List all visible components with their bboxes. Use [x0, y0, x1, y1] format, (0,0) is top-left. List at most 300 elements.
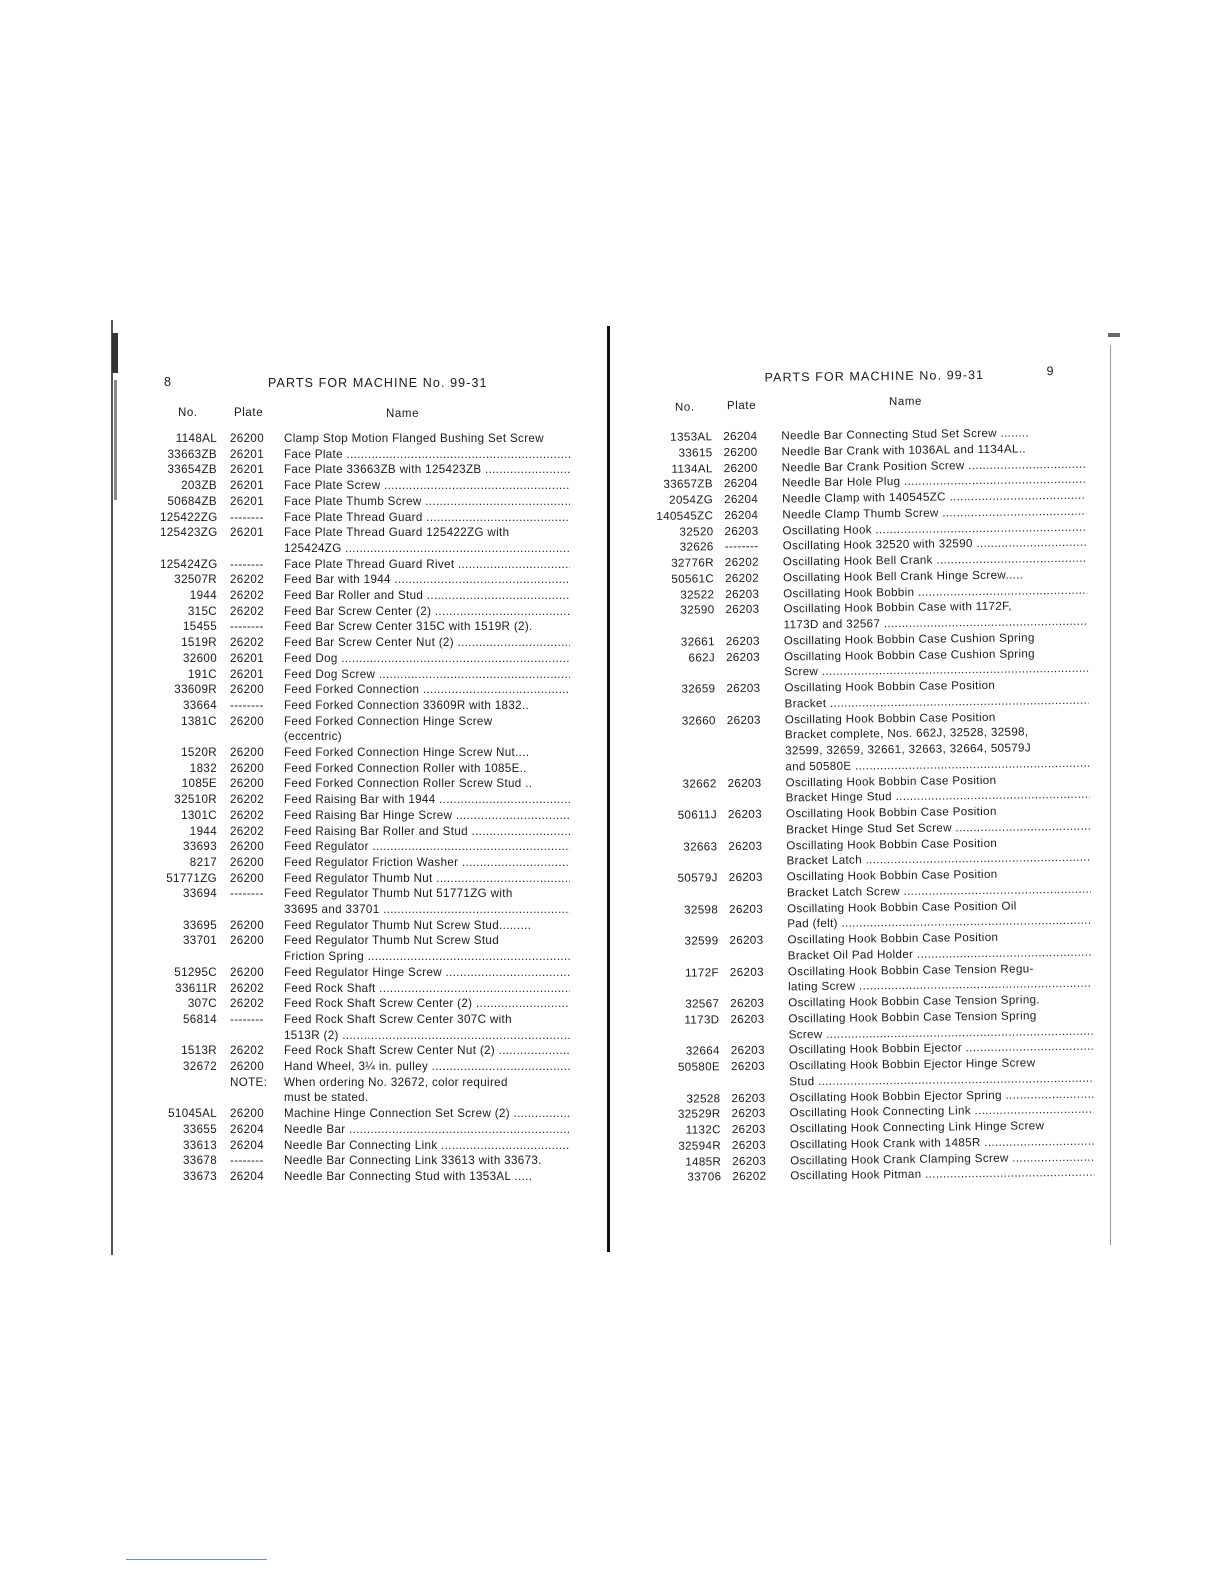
- part-number: 1353AL: [670, 430, 713, 444]
- part-name: Feed Forked Connection Hinge Screw: [284, 714, 493, 728]
- part-name: must be stated.: [284, 1091, 369, 1105]
- part-name: Oscillating Hook Bobbin Case with 1172F,: [783, 599, 1012, 616]
- part-number: 1134AL: [671, 461, 713, 476]
- part-number: 32659: [681, 682, 716, 696]
- part-number: 50580E: [677, 1060, 721, 1074]
- part-name: Oscillating Hook Bobbin Case Position: [784, 678, 996, 695]
- part-name: Face Plate Thread Guard 125422ZG with: [284, 526, 510, 540]
- part-number: 125424ZG: [160, 557, 218, 571]
- page-number: 8: [164, 375, 171, 389]
- part-number: 33694: [183, 887, 217, 901]
- part-name: Feed Forked Connection Hinge Screw Nut....: [284, 746, 530, 759]
- part-name: Oscillating Hook Bobbin Case Tension Spring: [788, 1009, 1037, 1026]
- table-row: [160, 933, 570, 949]
- part-number: 32510R: [174, 793, 217, 807]
- plate-number: 26204: [724, 508, 759, 522]
- part-name: Oscillating Hook Crank Clamping Screw .....: [790, 1149, 1094, 1169]
- plate-number: 26203: [726, 681, 761, 696]
- part-name: Feed Regulator Thumb Nut .....: [284, 871, 570, 887]
- part-number: 1172F: [685, 965, 719, 980]
- part-name: Oscillating Hook Bobbin Case Position Oil: [787, 899, 1017, 915]
- plate-number: 26202: [230, 573, 264, 587]
- plate-number: --------: [230, 510, 264, 524]
- part-number: [659, 760, 716, 761]
- plate-number: 26203: [731, 1106, 766, 1121]
- table-row: [160, 996, 570, 1012]
- part-number: 1173D: [684, 1012, 720, 1027]
- part-name: Feed Bar Screw Center 315C with 1519R (2).: [284, 620, 533, 634]
- plate-number: 26200: [230, 840, 264, 854]
- part-name: Needle Clamp Thumb Screw .....: [782, 503, 1086, 523]
- part-name: Bracket Latch .....: [786, 850, 1090, 870]
- table-row: [160, 478, 570, 494]
- part-name: Oscillating Hook Bobbin Case Position: [785, 804, 997, 821]
- part-name: Oscillating Hook Bobbin Case Position: [787, 930, 999, 947]
- plate-number: 26204: [230, 1169, 264, 1183]
- part-name: Oscillating Hook Bobbin Ejector Hinge Screw: [788, 1056, 1036, 1073]
- page-title: PARTS FOR MACHINE No. 99-31: [764, 367, 985, 385]
- part-name: Hand Wheel, 3¼ in. pulley .....: [284, 1059, 570, 1075]
- table-row: [160, 745, 570, 761]
- plate-number: 26203: [725, 587, 760, 601]
- part-number: 33611R: [175, 981, 217, 995]
- table-row: [160, 776, 570, 792]
- part-number: 32567: [685, 997, 720, 1011]
- binding-marks: [112, 333, 118, 373]
- table-row: [160, 651, 570, 667]
- part-number: [660, 791, 717, 792]
- plate-number: 26200: [230, 761, 264, 775]
- part-number: 1085E: [181, 777, 217, 791]
- part-name: Needle Bar Connecting Link 33613 with 33673.: [284, 1154, 542, 1168]
- page-title: PARTS FOR MACHINE No. 99-31: [268, 376, 488, 390]
- part-name: Face Plate Thumb Screw .....: [284, 494, 570, 510]
- plate-number: 26202: [230, 604, 264, 618]
- plate-number: 26202: [230, 824, 264, 838]
- part-name: Feed Rock Shaft Screw Center 307C with: [284, 1012, 512, 1026]
- part-name: Feed Rock Shaft Screw Center Nut (2) .....: [284, 1043, 570, 1059]
- part-name: Bracket Hinge Stud .....: [786, 787, 1090, 807]
- right-scan-edge: [1110, 345, 1111, 1245]
- parts-list: [655, 425, 1085, 1184]
- part-number: 32599: [684, 934, 719, 948]
- plate-number: 26203: [731, 1138, 767, 1152]
- part-number: [661, 917, 718, 918]
- plate-number: 26200: [230, 934, 264, 948]
- plate-number: 26202: [724, 555, 759, 570]
- part-number: 51771ZG: [166, 871, 217, 885]
- plate-number: 26200: [230, 1060, 264, 1073]
- part-number: 32664: [685, 1044, 720, 1058]
- table-row: [160, 1012, 570, 1028]
- part-name: Stud .....: [789, 1070, 1093, 1090]
- part-name: Oscillating Hook Bobbin Case Tension Spring.: [788, 993, 1041, 1010]
- table-row: [160, 635, 570, 651]
- table-row: [160, 981, 570, 997]
- plate-number: 26203: [730, 1012, 765, 1026]
- table-row: [160, 871, 570, 887]
- part-name: Needle Bar .....: [284, 1122, 570, 1138]
- table-row: [160, 1059, 570, 1075]
- part-number: 33673: [183, 1169, 217, 1183]
- part-name: Bracket Latch Screw .....: [787, 881, 1091, 901]
- table-row: [160, 588, 570, 604]
- plate-number: 26201: [230, 447, 264, 461]
- plate-number: 26200: [230, 714, 264, 728]
- plate-number: 26200: [230, 965, 264, 979]
- part-name: Feed Regulator Hinge Screw .....: [284, 965, 570, 981]
- plate-number: NOTE:: [230, 1075, 268, 1089]
- part-name: Feed Regulator Thumb Nut Screw Stud: [284, 934, 500, 948]
- part-name: Oscillating Hook Bobbin Case Cushion Spring: [783, 646, 1036, 663]
- part-number: [662, 949, 719, 950]
- part-number: 191C: [187, 667, 217, 681]
- part-name: Bracket Hinge Stud Set Screw .....: [786, 818, 1090, 838]
- plate-number: 26200: [230, 918, 264, 932]
- table-row: [160, 1153, 570, 1169]
- part-name: Bracket Oil Pad Holder .....: [788, 944, 1092, 964]
- plate-number: --------: [230, 1012, 264, 1026]
- part-name: Screw .....: [784, 661, 1088, 681]
- plate-number: --------: [230, 557, 264, 571]
- plate-number: 26203: [730, 996, 765, 1011]
- part-name: Face Plate 33663ZB with 125423ZB .....: [284, 462, 570, 478]
- plate-number: --------: [230, 698, 264, 712]
- plate-number: 26201: [230, 526, 264, 540]
- table-row: [160, 1028, 570, 1044]
- table-row: [160, 572, 570, 588]
- plate-number: 26200: [723, 461, 758, 475]
- table-row: [160, 510, 570, 526]
- table-row: [160, 1106, 570, 1122]
- column-header-name: Name: [888, 395, 923, 409]
- binding-marks-lower: [114, 380, 117, 500]
- column-header-no: No.: [674, 401, 695, 414]
- table-row: [160, 886, 570, 902]
- part-number: [658, 618, 715, 619]
- part-number: 50579J: [677, 871, 718, 885]
- part-name: Feed Raising Bar Roller and Stud .....: [284, 824, 570, 840]
- plate-number: 26202: [230, 997, 264, 1011]
- part-name: Feed Rock Shaft Screw Center (2) .....: [284, 996, 570, 1012]
- plate-number: 26202: [230, 808, 264, 822]
- part-name: Feed Rock Shaft .....: [284, 981, 570, 997]
- plate-number: 26201: [230, 667, 264, 681]
- plate-number: 26203: [726, 713, 761, 727]
- part-number: 32662: [682, 776, 717, 791]
- part-number: 51295C: [174, 965, 217, 979]
- table-row: [160, 1043, 570, 1059]
- part-number: 32598: [684, 902, 719, 917]
- part-name: Needle Bar Connecting Stud with 1353AL .....: [284, 1169, 533, 1183]
- part-number: 8217: [189, 855, 217, 869]
- column-header-plate: Plate: [234, 407, 264, 419]
- part-name: Face Plate .....: [284, 447, 570, 463]
- part-number: 50611J: [677, 808, 718, 822]
- part-number: 32663: [683, 839, 718, 854]
- part-number: 1148AL: [175, 432, 217, 445]
- part-name: (eccentric): [284, 730, 342, 744]
- table-row: [160, 447, 570, 463]
- part-name: Feed Forked Connection Roller with 1085E..: [284, 761, 527, 775]
- table-row: [160, 792, 570, 808]
- part-number: 15455: [183, 620, 217, 634]
- part-name: 1173D and 32567 .....: [784, 614, 1088, 634]
- table-row: [160, 839, 570, 855]
- plate-number: 26203: [727, 807, 763, 822]
- part-number: 33701: [183, 934, 217, 948]
- table-row: [160, 619, 570, 635]
- plate-number: 26200: [230, 855, 264, 869]
- part-number: 33695: [183, 918, 217, 932]
- part-name: Bracket .....: [785, 692, 1089, 712]
- page-number: 9: [1046, 364, 1054, 379]
- part-number: 32776R: [671, 556, 714, 570]
- plate-number: 26203: [731, 1122, 766, 1137]
- left-scan-edge: [111, 320, 113, 1255]
- part-number: [660, 854, 717, 855]
- part-name: Feed Raising Bar Hinge Screw .....: [284, 808, 570, 824]
- plate-number: 26202: [732, 1169, 767, 1184]
- plate-number: 26201: [230, 479, 264, 493]
- plate-number: 26201: [230, 463, 264, 477]
- part-name: lating Screw .....: [788, 976, 1092, 996]
- part-number: 1513R: [181, 1044, 217, 1058]
- part-number: 33693: [183, 840, 217, 854]
- part-number: 56814: [183, 1012, 217, 1026]
- plate-number: 26203: [731, 1091, 766, 1105]
- table-row: [160, 918, 570, 934]
- part-name: Oscillating Hook Crank with 1485R .....: [790, 1133, 1094, 1153]
- plate-number: 26204: [724, 492, 759, 507]
- table-row: [160, 824, 570, 840]
- plate-number: 26202: [230, 981, 264, 995]
- part-name: 1513R (2) .....: [284, 1028, 570, 1044]
- part-number: 50561C: [671, 572, 715, 586]
- part-number: 32590: [680, 603, 715, 617]
- part-name: 32599, 32659, 32661, 32663, 32664, 50579J: [785, 741, 1032, 758]
- part-name: Feed Dog Screw .....: [284, 667, 570, 683]
- plate-number: 26202: [230, 589, 264, 602]
- plate-number: 26203: [730, 1043, 765, 1058]
- plate-number: 26201: [230, 494, 264, 508]
- part-number: 1381C: [181, 714, 217, 728]
- plate-number: --------: [230, 620, 264, 634]
- part-number: 33678: [183, 1154, 217, 1168]
- part-number: 307C: [187, 997, 217, 1011]
- part-number: 32528: [686, 1091, 721, 1106]
- plate-number: 26204: [230, 1122, 264, 1136]
- part-number: 33615: [678, 446, 713, 460]
- table-row: [160, 557, 570, 573]
- plate-number: 26201: [230, 651, 264, 665]
- part-number: 32520: [679, 524, 714, 539]
- part-number: 32594R: [678, 1138, 722, 1153]
- part-number: [658, 666, 715, 667]
- part-name: Needle Bar Connecting Link .....: [284, 1138, 570, 1154]
- part-name: Needle Bar Connecting Stud Set Screw ........: [781, 426, 1030, 443]
- part-number: [663, 1075, 720, 1076]
- plate-number: 26203: [729, 933, 764, 948]
- plate-number: 26200: [230, 1107, 264, 1121]
- part-name: Needle Bar Hole Plug .....: [782, 472, 1086, 492]
- plate-number: 26200: [230, 871, 264, 885]
- part-name: Oscillating Hook Bobbin Case Tension Regu-: [787, 961, 1034, 978]
- part-number: 1132C: [685, 1123, 721, 1137]
- part-name: Feed Regulator Thumb Nut 51771ZG with: [284, 887, 513, 901]
- part-name: Face Plate Screw .....: [284, 478, 570, 494]
- table-row: [160, 1122, 570, 1138]
- part-number: [661, 886, 718, 887]
- table-row: [160, 808, 570, 824]
- part-number: 33657ZB: [663, 477, 713, 492]
- table-row: [160, 902, 570, 918]
- plate-number: 26200: [230, 777, 264, 791]
- part-number: 315C: [187, 604, 217, 618]
- table-row: [160, 494, 570, 510]
- part-number: 2054ZG: [669, 493, 714, 507]
- part-number: 32672: [183, 1060, 217, 1073]
- part-number: 32660: [681, 713, 716, 728]
- part-number: 32600: [183, 651, 217, 665]
- part-name: Feed Bar Screw Center Nut (2) .....: [284, 635, 570, 651]
- plate-number: 26200: [723, 445, 758, 459]
- column-header-plate: Plate: [726, 399, 757, 413]
- part-number: [659, 697, 716, 698]
- table-row: [160, 729, 570, 745]
- column-header-name: Name: [386, 408, 420, 420]
- part-number: 1944: [189, 824, 217, 838]
- part-name: Face Plate Thread Guard .....: [284, 510, 570, 526]
- part-number: [659, 728, 716, 729]
- part-number: 32661: [680, 635, 715, 649]
- part-number: [662, 980, 719, 981]
- part-number: 1832: [189, 761, 217, 775]
- plate-number: 26203: [732, 1154, 767, 1168]
- part-name: Needle Bar Crank with 1036AL and 1134AL..: [781, 442, 1027, 459]
- part-name: Feed Raising Bar with 1944 .....: [284, 792, 570, 808]
- part-number: 32626: [679, 540, 714, 554]
- part-number: [660, 823, 717, 824]
- part-name: Oscillating Hook .....: [782, 519, 1086, 539]
- plate-number: 26204: [230, 1138, 264, 1152]
- part-number: 32529R: [677, 1107, 721, 1121]
- plate-number: 26203: [730, 1059, 766, 1074]
- plate-number: 26203: [725, 602, 760, 617]
- part-name: Feed Regulator .....: [284, 839, 570, 855]
- plate-number: 26204: [723, 476, 758, 491]
- part-name: Oscillating Hook Connecting Link Hinge Screw: [789, 1119, 1045, 1136]
- part-name: Oscillating Hook 32520 with 32590 .....: [783, 535, 1087, 555]
- column-header-no: No.: [178, 407, 198, 419]
- part-number: 125422ZG: [160, 510, 218, 524]
- table-row: [160, 604, 570, 620]
- plate-number: 26203: [728, 839, 763, 853]
- table-row: [160, 682, 570, 698]
- plate-number: 26200: [230, 746, 264, 759]
- plate-number: 26203: [725, 634, 760, 648]
- part-number: 1485R: [685, 1154, 722, 1169]
- part-name: Feed Forked Connection Roller Screw Stud ..: [284, 777, 533, 791]
- part-number: 125423ZG: [160, 526, 218, 540]
- plate-number: 26200: [230, 432, 264, 445]
- plate-number: --------: [724, 539, 759, 554]
- part-number: 140545ZC: [656, 509, 714, 523]
- table-row: [160, 541, 570, 557]
- part-name: Machine Hinge Connection Set Screw (2) .....: [284, 1106, 570, 1122]
- part-name: Feed Bar Roller and Stud .....: [284, 588, 570, 604]
- plate-number: 26203: [728, 870, 763, 885]
- plate-number: 26202: [230, 636, 264, 650]
- part-name: Friction Spring .....: [284, 949, 570, 965]
- center-gutter-rule: [607, 326, 610, 1252]
- part-name: Feed Regulator Friction Washer .....: [284, 855, 570, 871]
- table-row: [160, 1090, 570, 1106]
- part-name: Oscillating Hook Bobbin Ejector Spring .....: [789, 1086, 1093, 1106]
- plate-number: 26203: [729, 902, 764, 916]
- corner-smudge: [1108, 333, 1120, 337]
- part-name: Oscillating Hook Bobbin Case Position: [786, 836, 998, 852]
- part-name: Bracket complete, Nos. 662J, 32528, 32598,: [784, 725, 1029, 742]
- part-name: Feed Bar Screw Center (2) .....: [284, 604, 570, 620]
- part-name: Pad (felt) .....: [787, 913, 1091, 933]
- part-name: Face Plate Thread Guard Rivet .....: [284, 557, 570, 573]
- part-name: Oscillating Hook Bell Crank .....: [783, 551, 1087, 571]
- part-name: Needle Bar Crank Position Screw .....: [782, 456, 1086, 476]
- table-row: [160, 761, 570, 777]
- part-number: 33654ZB: [167, 463, 217, 477]
- plate-number: 26203: [729, 965, 764, 979]
- plate-number: 26204: [723, 429, 758, 444]
- table-row: [160, 714, 570, 730]
- footer-link-underline: [126, 1559, 267, 1560]
- plate-number: 26203: [727, 776, 762, 790]
- part-name: Oscillating Hook Bobbin Ejector .....: [789, 1039, 1093, 1059]
- part-name: Oscillating Hook Bobbin Case Position: [784, 710, 996, 726]
- part-number: 33664: [183, 698, 217, 712]
- part-name: and 50580E .....: [785, 755, 1089, 775]
- plate-number: 26202: [230, 793, 264, 807]
- plate-number: 26203: [724, 524, 759, 538]
- part-name: Oscillating Hook Bobbin Case Cushion Spring: [783, 631, 1035, 648]
- plate-number: 26202: [724, 571, 760, 585]
- part-name: 125424ZG .....: [284, 541, 570, 557]
- part-number: 33613: [183, 1138, 217, 1152]
- table-row: [160, 525, 570, 541]
- part-name: Needle Clamp with 140545ZC .....: [782, 488, 1086, 508]
- part-number: 33706: [687, 1170, 722, 1184]
- part-name: Oscillating Hook Bell Crank Hinge Screw.....: [782, 568, 1024, 585]
- part-number: 1944: [189, 589, 217, 602]
- part-name: Feed Dog .....: [284, 651, 570, 667]
- plate-number: 26202: [230, 1044, 264, 1058]
- part-name: Feed Forked Connection .....: [284, 682, 570, 698]
- part-number: 1520R: [181, 746, 217, 759]
- part-number: 32507R: [174, 573, 217, 587]
- part-name: Oscillating Hook Bobbin Case Position: [785, 773, 997, 789]
- table-row: [160, 965, 570, 981]
- table-row: [160, 949, 570, 965]
- part-name: Oscillating Hook Connecting Link .....: [790, 1102, 1094, 1122]
- part-name: Oscillating Hook Pitman .....: [790, 1165, 1094, 1185]
- part-name: 33695 and 33701 .....: [284, 902, 570, 918]
- part-number: 1519R: [181, 636, 217, 650]
- plate-number: --------: [230, 1154, 264, 1168]
- part-name: Clamp Stop Motion Flanged Bushing Set Screw: [284, 432, 544, 445]
- part-name: Oscillating Hook Bobbin Case Position: [786, 867, 998, 884]
- part-name: Feed Forked Connection 33609R with 1832..: [284, 698, 530, 712]
- part-number: 1301C: [181, 808, 217, 822]
